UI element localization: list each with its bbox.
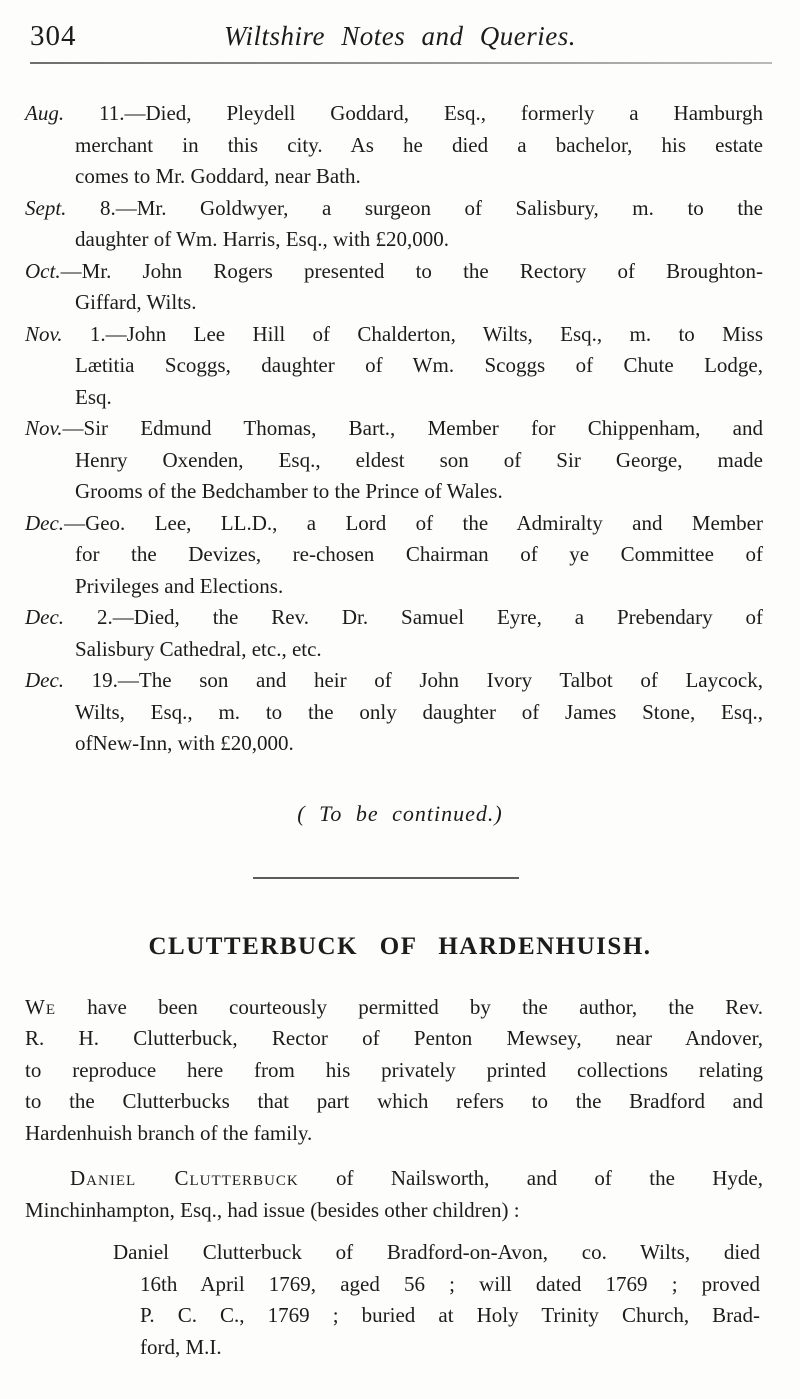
section-heading: CLUTTERBUCK OF HARDENHUISH. xyxy=(148,932,652,960)
text-line: Privileges and Elections. xyxy=(75,573,284,598)
text-line: Daniel Clutterbuck of Bradford-on-Avon, co. Wilts, died xyxy=(113,1240,760,1264)
diary-entry-sept-8 xyxy=(25,193,763,256)
entry-month-label: Dec. xyxy=(25,510,65,535)
entry-text: —Geo. Lee, LL.D., a Lord of the Admiralty and Member xyxy=(64,510,763,535)
diary-entry-dec-2 xyxy=(25,602,763,665)
text-line: ofNew-Inn, with £20,000. xyxy=(75,731,294,755)
entry-month-label: Dec. xyxy=(25,605,65,629)
text-line: to the Clutterbucks that part which refers to the Bradford and xyxy=(25,1089,763,1113)
text-line: ford, M.I. xyxy=(140,1334,222,1359)
running-title: Wiltshire Notes and Queries. xyxy=(224,21,576,51)
text-line: to reproduce here from his privately printed collections relating xyxy=(25,1057,763,1082)
text-line: P. C. C., 1769 ; buried at Holy Trinity Church, Brad- xyxy=(140,1303,760,1327)
entry-month-label: Dec. xyxy=(25,668,65,692)
text-line xyxy=(70,1163,763,1195)
text-line: R. H. Clutterbuck, Rector of Penton Mewsey, near Andover, xyxy=(25,1026,763,1050)
text-line: Salisbury Cathedral, etc., etc. xyxy=(75,636,322,661)
entry-month-label: Nov. xyxy=(25,321,63,346)
text-line: merchant in this city. As he died a bachelor, his estate xyxy=(75,132,763,157)
text-line xyxy=(25,508,763,540)
diary-entry-nov-1 xyxy=(25,319,763,414)
text-line: Grooms of the Bedchamber to the Prince of Wales. xyxy=(75,479,503,503)
paragraph-lead: We xyxy=(25,994,56,1019)
header-rule xyxy=(30,62,772,64)
text-line xyxy=(25,193,763,225)
paragraph-text: have been courteously permitted by the author, the Rev. xyxy=(55,994,763,1019)
issue-paragraph xyxy=(25,1163,763,1226)
diary-entry-dec-19 xyxy=(25,665,763,760)
diary-entry-aug-11 xyxy=(25,98,763,193)
text-line: daughter of Wm. Harris, Esq., with £20,000. xyxy=(75,227,450,251)
entry-text: 11.—Died, Pleydell Goddard, Esq., formerly a Hamburgh xyxy=(64,101,763,125)
text-line xyxy=(25,602,763,634)
intro-paragraph xyxy=(25,992,763,1150)
text-line xyxy=(25,665,763,697)
entry-text: —Sir Edmund Thomas, Bart., Member for Chippenham, and xyxy=(62,416,763,440)
entry-month-label: Aug. xyxy=(25,101,65,125)
diary-entry-dec xyxy=(25,508,763,603)
diary-entry-oct xyxy=(25,256,763,319)
text-line: Minchinhampton, Esq., had issue (besides other children) : xyxy=(25,1197,520,1222)
diary-entry-nov xyxy=(25,413,763,508)
entry-month-label: Nov. xyxy=(25,416,63,440)
text-line xyxy=(25,256,763,288)
text-line: Wilts, Esq., m. to the only daughter of James Stone, Esq., xyxy=(75,699,763,724)
text-line xyxy=(25,992,763,1024)
page-number: 304 xyxy=(30,20,77,52)
section-divider-rule xyxy=(253,877,519,879)
text-line: Henry Oxenden, Esq., eldest son of Sir George, made xyxy=(75,447,763,472)
entry-text: —Mr. John Rogers presented to the Rectory of Broughton- xyxy=(60,258,763,283)
text-line: Giffard, Wilts. xyxy=(75,290,197,314)
text-line: Hardenhuish branch of the family. xyxy=(25,1120,313,1145)
text-line: Esq. xyxy=(75,384,112,409)
entry-text: 1.—John Lee Hill of Chalderton, Wilts, Esq., m. to Miss xyxy=(62,321,763,346)
text-line xyxy=(25,413,763,445)
text-line xyxy=(25,98,763,130)
continuation-note: ( To be continued.) xyxy=(297,800,503,826)
entry-month-label: Sept. xyxy=(25,195,67,220)
text-line: 16th April 1769, aged 56 ; will dated 1769 ; proved xyxy=(140,1271,760,1296)
entry-month-label: Oct. xyxy=(25,258,61,283)
entry-text: 19.—The son and heir of John Ivory Talbot of Laycock, xyxy=(64,668,763,692)
text-line xyxy=(25,319,763,351)
text-line: for the Devizes, re-chosen Chairman of ye Committee of xyxy=(75,542,763,566)
child-entry-paragraph xyxy=(113,1237,760,1363)
text-line: comes to Mr. Goddard, near Bath. xyxy=(75,164,361,188)
text-line: Lætitia Scoggs, daughter of Wm. Scoggs of Chute Lodge, xyxy=(75,353,763,377)
paragraph-lead: Daniel Clutterbuck xyxy=(70,1166,299,1190)
paragraph-text: of Nailsworth, and of the Hyde, xyxy=(298,1166,763,1190)
page-header xyxy=(30,16,770,58)
diary-entries xyxy=(25,98,763,760)
entry-text: 2.—Died, the Rev. Dr. Samuel Eyre, a Prebendary of xyxy=(64,605,763,629)
entry-text: 8.—Mr. Goldwyer, a surgeon of Salisbury, m. to the xyxy=(66,195,763,220)
